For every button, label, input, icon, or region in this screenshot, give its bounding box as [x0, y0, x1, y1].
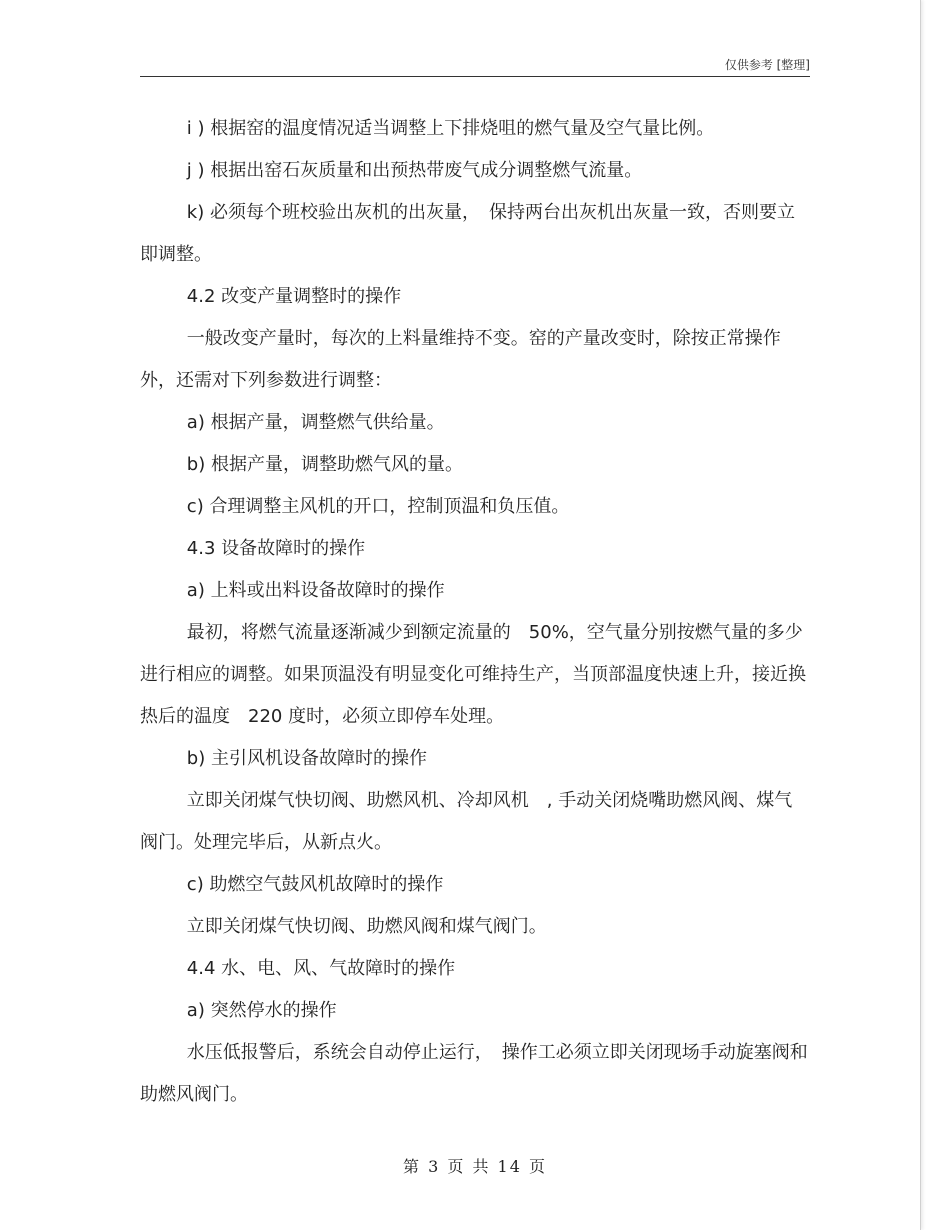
body-paragraph: 立即关闭煤气快切阀、助燃风机、冷却风机 , 手动关闭烧嘴助燃风阀、煤气阀门。处理完毕后，从新点火。: [140, 790, 793, 853]
subsection-heading: b) 主引风机设备故障时的操作: [186, 748, 427, 769]
section-heading: 4.3 设备故障时的操作: [186, 538, 366, 559]
body-paragraph: 一般改变产量时，每次的上料量维持不变。窑的产量改变时，除按正常操作外，还需对下列参数进行调整：: [140, 328, 781, 391]
body-paragraph: c) 合理调整主风机的开口，控制顶温和负压值。: [186, 496, 570, 517]
header-reference: 仅供参考 [整理]: [724, 58, 810, 72]
section-heading: 4.2 改变产量调整时的操作: [186, 286, 402, 307]
body-paragraph: b) 根据产量，调整助燃气风的量。: [186, 454, 463, 475]
body-paragraph: 水压低报警后，系统会自动停止运行， 操作工必须立即关闭现场手动旋塞阀和助燃风阀门。: [140, 1042, 808, 1105]
subsection-heading: c) 助燃空气鼓风机故障时的操作: [186, 874, 444, 895]
subsection-heading: a) 突然停水的操作: [186, 1000, 337, 1021]
body-paragraph: i ) 根据窑的温度情况适当调整上下排烧咀的燃气量及空气量比例。: [186, 118, 715, 139]
page-number-footer: 第 3 页 共 14 页: [403, 1157, 547, 1176]
body-paragraph: k) 必须每个班校验出灰机的出灰量， 保持两台出灰机出灰量一致，否则要立即调整。: [140, 202, 795, 265]
document-body: [140, 108, 810, 1116]
body-paragraph: 立即关闭煤气快切阀、助燃风阀和煤气阀门。: [186, 916, 547, 937]
body-paragraph: a) 根据产量，调整燃气供给量。: [186, 412, 445, 433]
subsection-heading: a) 上料或出料设备故障时的操作: [186, 580, 445, 601]
body-paragraph: j ) 根据出窑石灰质量和出预热带废气成分调整燃气流量。: [186, 160, 643, 181]
section-heading: 4.4 水、电、风、气故障时的操作: [186, 958, 456, 979]
header-divider: [140, 76, 810, 77]
body-paragraph: 最初，将燃气流量逐渐减少到额定流量的 50%，空气量分别按燃气量的多少进行相应的调整。如果顶温没有明显变化可维持生产，当顶部温度快速上升，接近换热后的温度 220 度时，必须立即停车处理。: [140, 622, 806, 727]
